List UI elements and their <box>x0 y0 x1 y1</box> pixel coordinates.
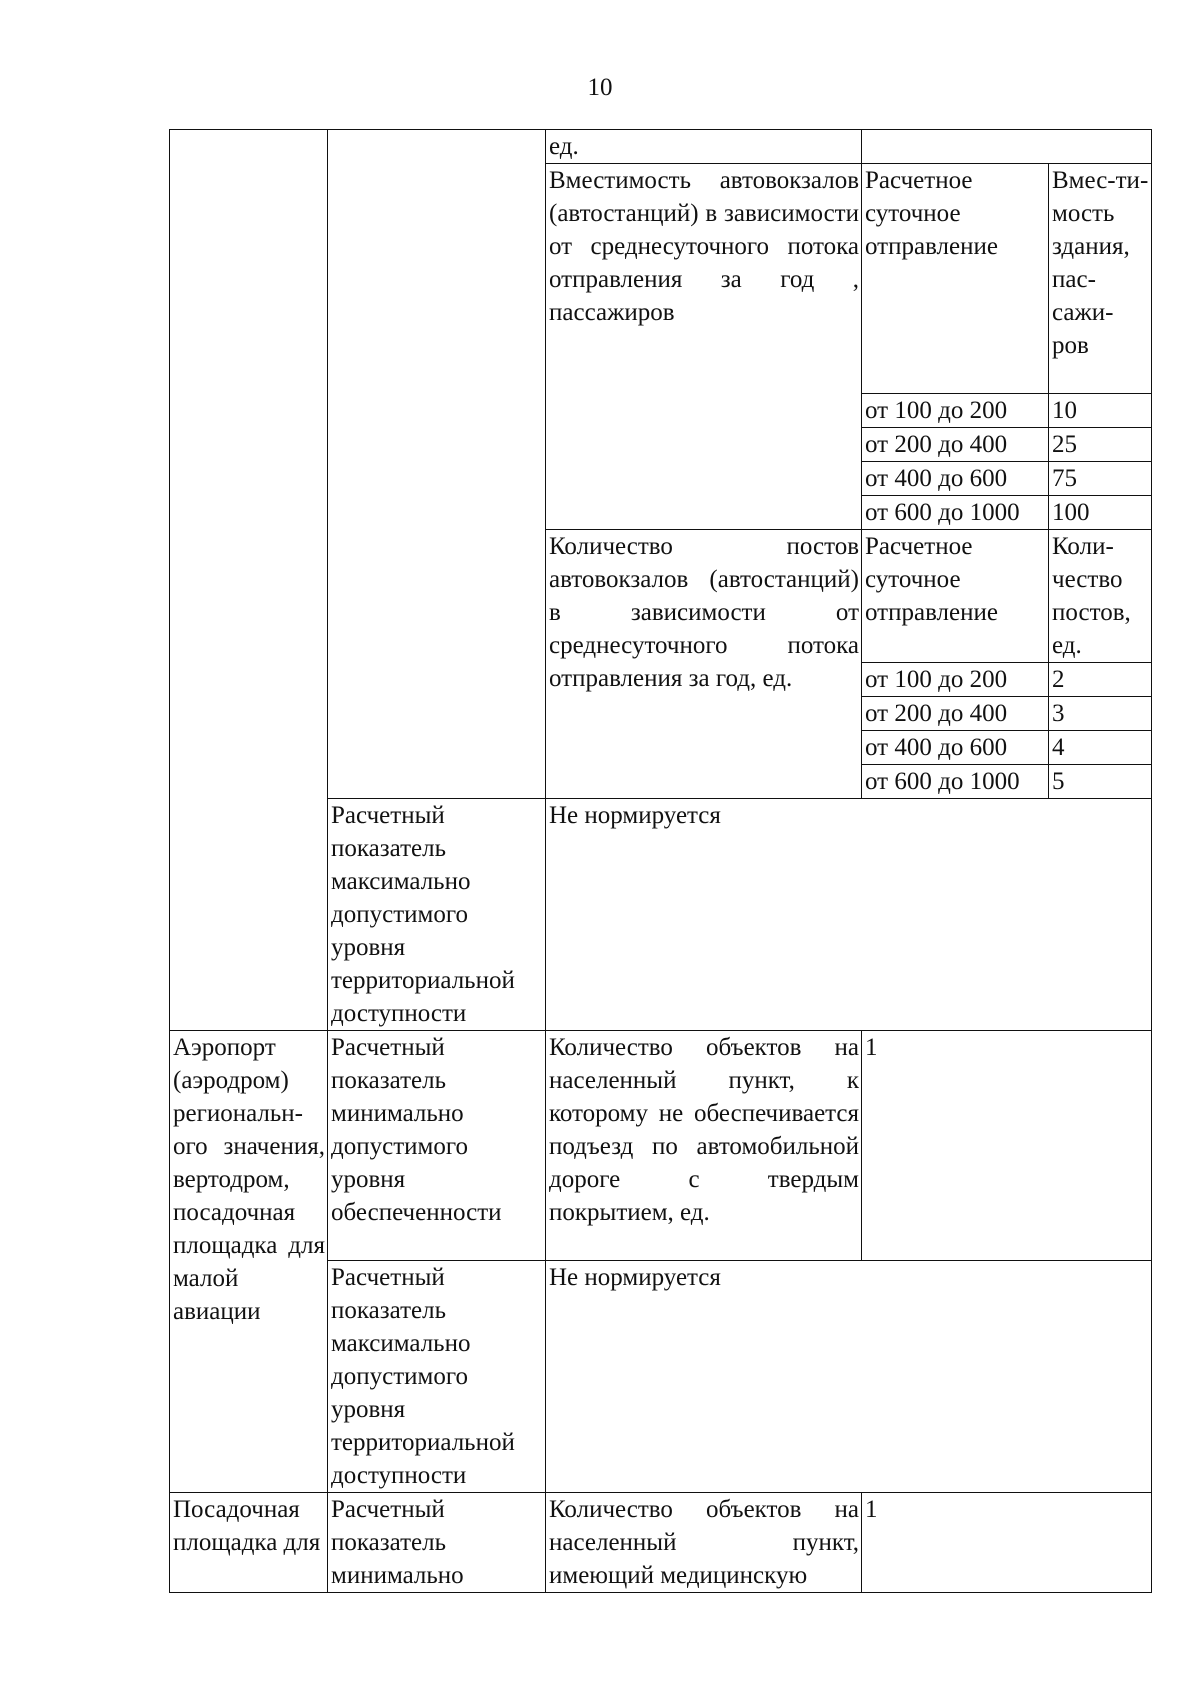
capacity-col2-header: Вмес-ти-мость здания, пас-сажи-ров <box>1049 164 1152 394</box>
standards-table <box>169 129 1152 1593</box>
posts-col2-header: Коли-чество постов, ед. <box>1049 530 1152 663</box>
capacity-value: 100 <box>1049 496 1152 530</box>
capacity-value: 25 <box>1049 428 1152 462</box>
capacity-range: от 600 до 1000 <box>862 496 1049 530</box>
table-row <box>170 1031 1152 1261</box>
landing-min-indicator-desc: Количество объектов на населенный пункт, имеющий медицинскую <box>546 1493 862 1593</box>
capacity-range: от 100 до 200 <box>862 394 1049 428</box>
posts-value: 5 <box>1049 765 1152 799</box>
max-indicator-value: Не нормируется <box>546 799 1152 1031</box>
posts-value: 2 <box>1049 663 1152 697</box>
posts-range: от 200 до 400 <box>862 697 1049 731</box>
unit-cell: ед. <box>546 130 862 164</box>
posts-range: от 600 до 1000 <box>862 765 1049 799</box>
capacity-range: от 400 до 600 <box>862 462 1049 496</box>
posts-range: от 400 до 600 <box>862 731 1049 765</box>
unit-value-cell <box>862 130 1152 164</box>
capacity-label: Вместимость автовокзалов (автостанций) в зависимости от среднесуточного потока отправления за год , пассажиров <box>546 164 862 530</box>
object-cell-continued <box>170 130 328 1031</box>
landing-min-value: 1 <box>862 1493 1152 1593</box>
capacity-value: 75 <box>1049 462 1152 496</box>
landing-object: Посадочная площадка для <box>170 1493 328 1593</box>
capacity-value: 10 <box>1049 394 1152 428</box>
posts-label: Количество постов автовокзалов (автостанций) в зависимости от среднесуточного потока отправления за год, ед. <box>546 530 862 799</box>
airport-object: Аэропорт (аэродром) региональн-ого значения, вертодром, посадочная площадка для малой авиации <box>170 1031 328 1493</box>
table-row <box>170 130 1152 164</box>
max-indicator-label: Расчетный показатель максимально допустимого уровня территориальной доступности <box>328 799 546 1031</box>
posts-value: 3 <box>1049 697 1152 731</box>
indicator-cell-continued <box>328 130 546 799</box>
posts-value: 4 <box>1049 731 1152 765</box>
airport-max-indicator-label: Расчетный показатель максимально допустимого уровня территориальной доступности <box>328 1261 546 1493</box>
airport-min-indicator-desc: Количество объектов на населенный пункт, к которому не обеспечивается подъезд по автомобильной дороге с твердым покрытием, ед. <box>546 1031 862 1261</box>
airport-min-indicator-label: Расчетный показатель минимально допустимого уровня обеспеченности <box>328 1031 546 1261</box>
capacity-col1-header: Расчетное суточное отправление <box>862 164 1049 394</box>
airport-max-value: Не нормируется <box>546 1261 1152 1493</box>
posts-col1-header: Расчетное суточное отправление <box>862 530 1049 663</box>
page-number: 10 <box>587 74 613 101</box>
landing-min-indicator-label: Расчетный показатель минимально <box>328 1493 546 1593</box>
capacity-range: от 200 до 400 <box>862 428 1049 462</box>
table-row <box>170 1493 1152 1593</box>
airport-min-value: 1 <box>862 1031 1152 1261</box>
posts-range: от 100 до 200 <box>862 663 1049 697</box>
